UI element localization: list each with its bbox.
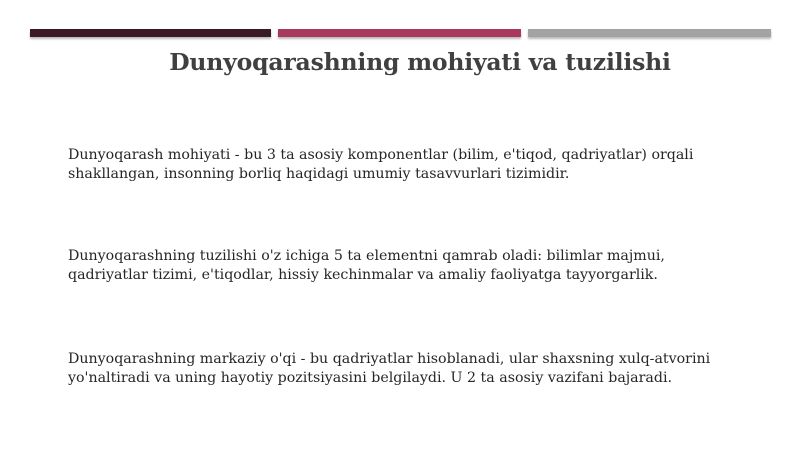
accent-bar-magenta	[278, 29, 521, 37]
paragraph-core-axis	[68, 350, 758, 388]
paragraph-line: Dunyoqarash mohiyati - bu 3 ta asosiy komponentlar (bilim, e'tiqod, qadriyatlar) orqali	[68, 147, 694, 163]
paragraph-line: qadriyatlar tizimi, e'tiqodlar, hissiy kechinmalar va amaliy faoliyatga tayyorgarlik.	[68, 267, 658, 283]
paragraph-structure	[68, 247, 758, 285]
accent-bar-gray	[528, 29, 771, 37]
paragraph-line: Dunyoqarashning tuzilishi o'z ichiga 5 ta elementni qamrab oladi: bilimlar majmui,	[68, 248, 665, 264]
paragraph-line: shakllangan, insonning borliq haqidagi umumiy tasavvurlari tizimidir.	[68, 166, 570, 182]
paragraph-essence	[68, 146, 758, 184]
slide-title: Dunyoqarashning mohiyati va tuzilishi	[169, 48, 671, 76]
paragraph-line: Dunyoqarashning markaziy o'qi - bu qadriyatlar hisoblanadi, ular shaxsning xulq-atvorini	[68, 351, 711, 367]
accent-bar-dark	[30, 29, 271, 37]
paragraph-line: yo'naltiradi va uning hayotiy pozitsiyasini belgilaydi. U 2 ta asosiy vazifani bajaradi.	[68, 370, 673, 386]
